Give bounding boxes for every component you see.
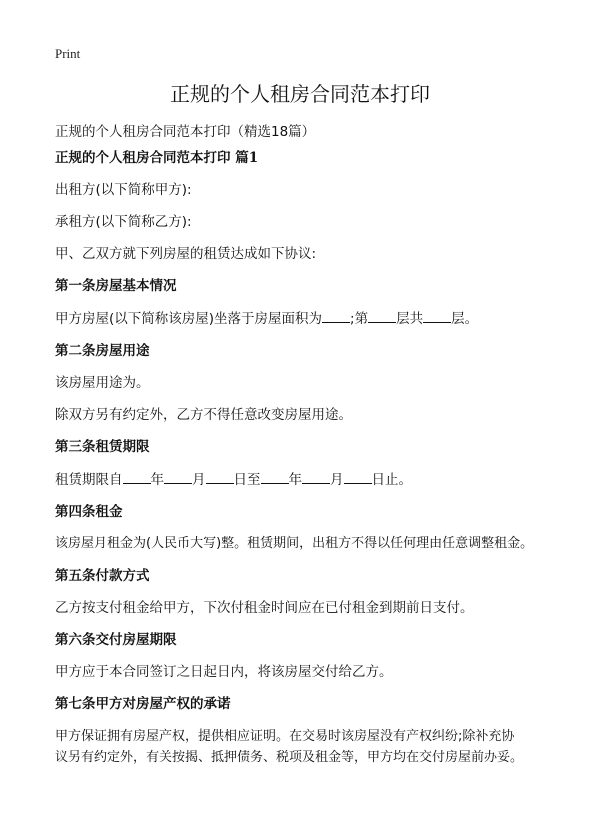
article3-year: 年 [150,472,164,488]
document-body [55,148,560,768]
article4-text: 该房屋月租金为(人民币大写)整。租赁期间，出租方不得以任何理由任意调整租金。 [55,536,534,551]
article3-day-end: 日止。 [371,472,412,488]
blank-area [322,308,350,323]
article2-line1: 该房屋用途为。 [55,375,150,391]
blank-start-day [206,469,234,484]
article3-month2: 月 [330,472,344,488]
blank-end-day [344,469,372,484]
article1-part4: 层。 [451,311,479,327]
article1-heading: 第一条房屋基本情况 [55,278,177,294]
article5-text: 乙方按支付租金给甲方，下次付租金时间应在已付租金到期前日支付。 [55,600,474,616]
article3-text [55,469,560,490]
intro-line: 甲、乙双方就下列房屋的租赁达成如下协议: [55,246,317,262]
article3-part1: 租赁期限自 [55,472,123,488]
article7-line1: 甲方保证拥有房屋产权，提供相应证明。在交易时该房屋没有产权纠纷;除补充协 [55,729,515,744]
article3-month: 月 [192,472,206,488]
article4-heading: 第四条租金 [55,504,123,520]
article1-part2: ;第 [350,311,369,327]
article7-line2: 议另有约定外，有关按揭、抵押债务、税项及租金等，甲方均在交付房屋前办妥。 [55,750,524,765]
article1-part3: 层共 [396,311,424,327]
blank-floor [368,308,396,323]
blank-start-year [123,469,151,484]
blank-start-month [164,469,192,484]
print-label: Print [55,46,81,61]
article2-line2: 除双方另有约定外，乙方不得任意改变房屋用途。 [55,407,352,423]
article5-heading: 第五条付款方式 [55,568,150,584]
article3-day-to: 日至 [233,472,261,488]
blank-total-floors [423,308,451,323]
page-title: 正规的个人租房合同范本打印 [170,82,430,106]
lessor-line: 出租方(以下简称甲方): [55,182,192,198]
article6-text: 甲方应于本合同签订之日起日内，将该房屋交付给乙方。 [55,664,393,680]
article2-heading: 第二条房屋用途 [55,343,150,359]
article6-heading: 第六条交付房屋期限 [55,632,177,648]
section-title: 正规的个人租房合同范本打印 篇1 [55,150,259,166]
blank-end-month [302,469,330,484]
lessee-line: 承租方(以下简称乙方): [55,214,192,230]
article1-part1: 甲方房屋(以下简称该房屋)坐落于房屋面积为 [55,311,323,327]
article3-year2: 年 [288,472,302,488]
article3-heading: 第三条租赁期限 [55,439,150,455]
blank-end-year [261,469,289,484]
article1-text [55,308,560,329]
document-subtitle: 正规的个人租房合同范本打印（精选18篇） [55,124,316,140]
article7-heading: 第七条甲方对房屋产权的承诺 [55,696,231,712]
